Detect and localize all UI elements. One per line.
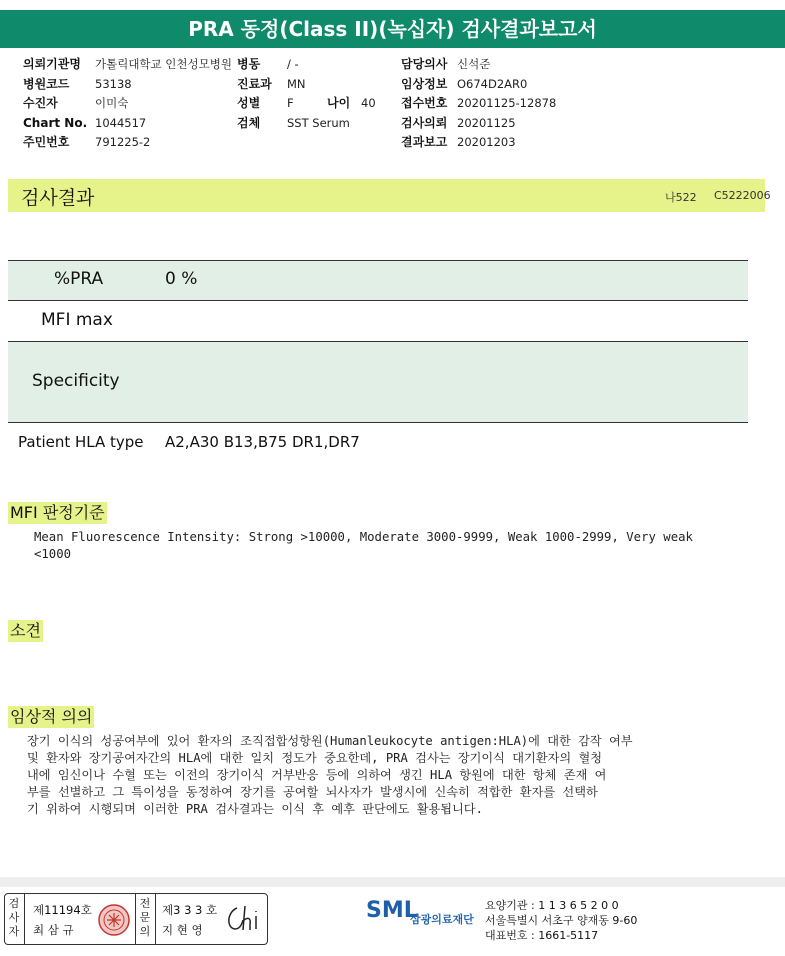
sig-separator	[155, 894, 156, 944]
value-sex: F	[287, 96, 294, 111]
label-requester: 의뢰기관명	[23, 57, 81, 72]
mfi-criteria-title: MFI 판정기준	[10, 503, 105, 522]
examiner-no: 제11194호	[33, 903, 92, 917]
row-specificity	[8, 341, 748, 422]
clinical-line: 내에 임신이나 수혈 또는 이전의 장기이식 거부반응 등에 의하여 생긴 HLA 항원에 대한 항체 존재 여	[27, 768, 607, 782]
result-table	[8, 260, 748, 423]
row-pra	[8, 260, 748, 300]
label-age: 나이	[327, 96, 351, 111]
label-chart-no: Chart No.	[23, 115, 88, 130]
label-sex: 성별	[237, 96, 261, 111]
result-code-1: 나522	[665, 191, 697, 204]
value-chart-no: 1044517	[95, 115, 147, 130]
table-bottom-rule	[8, 422, 748, 423]
label-resident-no: 주민번호	[23, 135, 70, 150]
pra-value: 0 %	[165, 269, 198, 289]
examiner-name: 최 삼 규	[33, 923, 74, 937]
label-test-request: 검사의뢰	[401, 115, 448, 130]
org-address-block	[485, 898, 637, 943]
signature-box	[4, 893, 268, 945]
patient-info-mid	[237, 55, 376, 133]
value-patient-name: 이미숙	[95, 96, 129, 111]
address: 서울특별시 서초구 양재동 9-60	[485, 914, 638, 927]
sig-separator	[24, 894, 25, 944]
mfi-criteria-text	[34, 529, 693, 563]
care-no: 요양기관 : 1 1 3 6 5 2 0 0	[485, 899, 619, 912]
label-doctor: 담당의사	[401, 57, 448, 72]
value-department: MN	[287, 76, 306, 91]
patient-hla-type	[18, 433, 360, 451]
examiner-vertical-label: 검 사 자	[8, 897, 20, 938]
result-code-2: C5222006	[714, 189, 771, 202]
patient-info-right	[401, 55, 556, 153]
mfi-max-label: MFI max	[41, 310, 113, 330]
pra-label: %PRA	[54, 269, 104, 289]
hla-label: Patient HLA type	[18, 433, 144, 451]
value-test-request: 20201125	[457, 115, 516, 130]
clinical-line: 장기 이식의 성공여부에 있어 환자의 조직접합성항원(Humanleukocyte antigen:HLA)에 대한 감작 여부	[27, 734, 633, 748]
result-section-title: 검사결과	[21, 187, 95, 209]
value-ward: / -	[287, 57, 299, 72]
clinical-title: 임상적 의의	[10, 707, 93, 726]
mfi-criteria-line: Mean Fluorescence Intensity: Strong >10000, Moderate 3000-9999, Weak 1000-2999, Very weak	[34, 530, 693, 544]
label-hospital-code: 병원코드	[23, 76, 70, 91]
patient-info-left	[23, 55, 232, 153]
label-department: 진료과	[237, 76, 272, 91]
clinical-line: 기 위하여 시행되며 이러한 PRA 검사결과는 이식 후 예후 판단에도 활용됩니다.	[27, 802, 483, 816]
label-specimen: 검체	[237, 115, 261, 130]
signature-icon	[223, 902, 263, 936]
label-clinical-info: 임상정보	[401, 76, 448, 91]
clinical-line: 및 환자와 장기공여자간의 HLA에 대한 일치 정도가 중요한데, PRA 검사는 장기이식 대기환자의 혈청	[27, 751, 603, 765]
value-specimen: SST Serum	[287, 115, 350, 130]
opinion-title: 소견	[10, 621, 41, 640]
value-age: 40	[361, 96, 376, 111]
hla-value: A2,A30 B13,B75 DR1,DR7	[165, 433, 360, 451]
value-requester: 가톨릭대학교 인천성모병원	[95, 57, 232, 72]
footer-divider	[0, 877, 785, 887]
specialist-name: 지 현 영	[162, 923, 203, 937]
phone: 대표번호 : 1661-5117	[485, 929, 599, 942]
specialist-no: 제3 3 3 호	[162, 903, 218, 917]
mfi-criteria-line: <1000	[34, 547, 72, 561]
value-clinical-info: O674D2AR0	[457, 76, 528, 91]
clinical-text	[27, 733, 633, 818]
value-result-report: 20201203	[457, 135, 516, 150]
value-hospital-code: 53138	[95, 76, 132, 91]
label-receipt-no: 접수번호	[401, 96, 448, 111]
result-section-header	[8, 179, 771, 212]
value-resident-no: 791225-2	[95, 135, 151, 150]
label-patient-name: 수진자	[23, 96, 58, 111]
seal-stamp-icon	[97, 903, 131, 937]
org-name: 삼광의료재단	[410, 913, 474, 926]
row-mfi-max	[8, 300, 748, 341]
sml-logo-mark: SML	[366, 898, 418, 923]
specificity-label: Specificity	[32, 371, 120, 391]
report-title: PRA 동정(Class II)(녹십자) 검사결과보고서	[0, 10, 785, 48]
value-doctor: 신석준	[457, 57, 491, 72]
specialist-vertical-label: 전 문 의	[139, 897, 151, 938]
label-ward: 병동	[237, 57, 261, 72]
label-result-report: 결과보고	[401, 135, 448, 150]
sig-separator	[135, 894, 136, 944]
value-receipt-no: 20201125-12878	[457, 96, 557, 111]
clinical-line: 부를 선별하고 그 특이성을 동정하여 장기를 공여할 뇌사자가 발생시에 신속히 적합한 환자를 선택하	[27, 785, 598, 799]
